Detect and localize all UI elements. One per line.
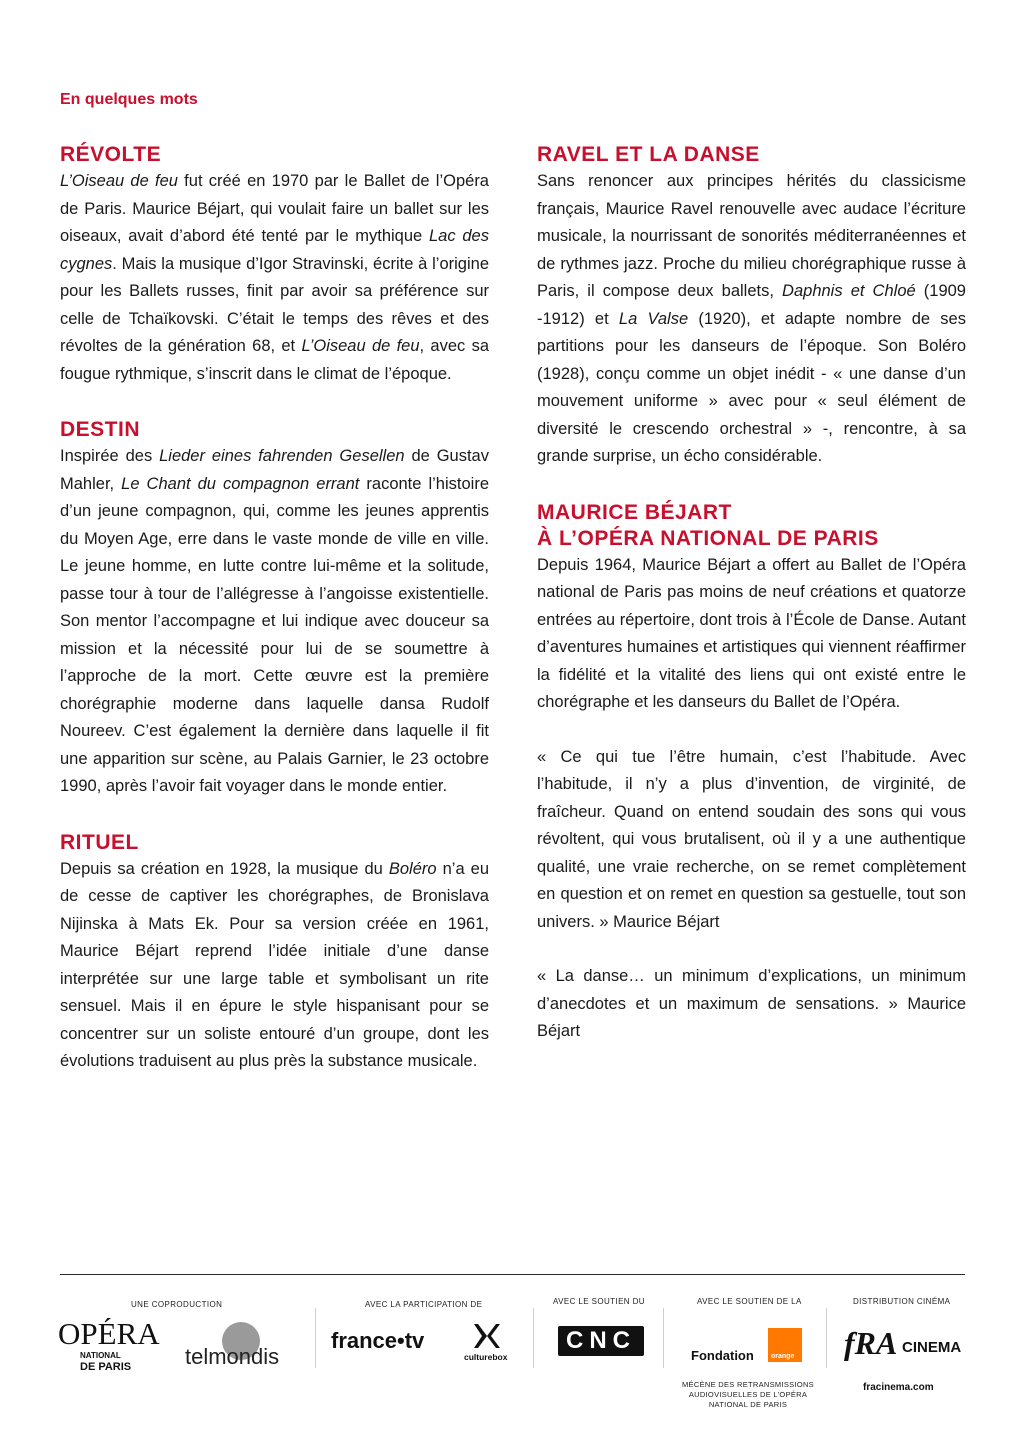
work-title: Le Chant du compagnon errant: [121, 474, 360, 493]
participation-label: AVEC LA PARTICIPATION DE: [365, 1300, 483, 1309]
page-kicker: En quelques mots: [60, 91, 198, 108]
bejart-quote-danse: « La danse… un minimum d’explications, un minimum d’anecdotes et un maximum de sensations. » Maurice Béjart: [537, 967, 966, 1040]
soutien-du-label: AVEC LE SOUTIEN DU: [553, 1297, 645, 1306]
right-column: [537, 142, 966, 1046]
work-title: Lieder eines fahrenden Gesellen: [159, 447, 405, 465]
section-body-bejart: Depuis 1964, Maurice Béjart a offert au Ballet de l’Opéra national de Paris pas moins de neuf créations et quatorze entrées au répertoire, dont trois à l’École de Danse. Autant d’aventures humaines et artistiques qui viennent réaffirmer la fidélité et la vitalité des liens qui ont existé entre le chorégraphe et les danseurs du Ballet de l’Opéra.: [537, 555, 966, 711]
fondation-logo-text: Fondation: [691, 1348, 754, 1363]
footer-separator: [663, 1308, 664, 1368]
opera-logo-line1: OPÉRA: [58, 1318, 160, 1351]
section-body-destin: Inspirée des Lieder eines fahrenden Gesellen de Gustav Mahler, Le Chant du compagnon errant raconte l’histoire d’un jeune compagnon, qui, comme les jeunes apprentis du Moyen Age, erre dans le vaste monde de ville en ville. Le jeune homme, en lutte contre lui-même et la solitude, passe tour à tour de l’allégresse à l’angoisse existentielle. Son mentor l’accompagne et lui indique avec douceur sa mission et la nécessité pour lui de se soumettre à l’approche de la mort. Cette œuvre est la première chorégraphie moderne dans laquelle dansa Rudolf Noureev. C’est également la dernière dans laquelle il fit une apparition sur scène, au Palais Garnier, le 23 octobre 1990, après l’avoir fait voyager dans le monde entier.: [60, 447, 490, 795]
footer-separator: [826, 1308, 827, 1368]
distribution-label: DISTRIBUTION CINÉMA: [853, 1297, 951, 1306]
culturebox-logo-text: culturebox: [464, 1352, 508, 1362]
section-title-revolte: RÉVOLTE: [60, 143, 162, 166]
soutien-de-la-label: AVEC LE SOUTIEN DE LA: [697, 1297, 802, 1306]
work-title: L’Oiseau de feu: [60, 172, 178, 190]
work-title: Daphnis et Chloé: [782, 282, 916, 300]
opera-logo-line2: NATIONAL: [80, 1351, 121, 1360]
work-title: Lac des cygnes: [60, 227, 489, 273]
fra-logo-text: fRA: [844, 1325, 898, 1361]
section-body-ravel: Sans renoncer aux principes hérités du classicisme français, Maurice Ravel renouvelle avec audace l’écriture musicale, la nourrissant de sonorités méditerranéennes et de rythmes jazz. Proche du milieu chorégraphique russe à Paris, il compose deux ballets, Daphnis et Chloé (1909 -1912) et La Valse (1920), et adapte nombre de ses partitions pour les danseurs de l’époque. Son Boléro (1928), conçu comme un objet inédit - « une danse d’un mouvement uniforme » avec pour « seul élément de diversité le crescendo orchestral » -, rencontre, à sa grande surprise, un écho considérable.: [537, 172, 966, 465]
footer-separator: [315, 1308, 316, 1368]
france-tv-logo: france•tv: [331, 1328, 425, 1353]
cnc-logo-text: CNC: [566, 1327, 636, 1354]
section-title-bejart-line1: MAURICE BÉJART: [537, 500, 732, 524]
cnc-logo: [558, 1326, 644, 1356]
opera-logo-line3: DE PARIS: [80, 1361, 132, 1373]
section-body-rituel: Depuis sa création en 1928, la musique du Boléro n’a eu de cesse de captiver les chorégraphes, de Bronislava Nijinska à Mats Ek. Pour sa version créée en 1961, Maurice Béjart reprend l’idée initiale d’une danse interprétée sur une large table et symbolisant un rite sensuel. Mais il en épure le style hispanisant pour se concentrer sur un soliste entouré d’un groupe, dont les évolutions traduisent au plus près la substance musicale.: [60, 859, 489, 1070]
cinema-logo-text: CINEMA: [902, 1339, 962, 1356]
fra-cinema-logo: [844, 1322, 968, 1362]
work-title: Boléro: [388, 859, 437, 878]
bejart-quote-habitude: « Ce qui tue l’être humain, c’est l’habitude. Avec l’habitude, il n’y a plus d’invention, de virginité, de fraîcheur. Quand on entend soudain des sons qui vous révoltent, qui vous brutalisent, où il y a une authentique qualité, une vraie recherche, on se remet complètement en question et on remet en question sa gestuelle, tout son univers. » Maurice Béjart: [537, 747, 966, 931]
orange-logo-text: orange: [771, 1353, 795, 1360]
section-title-rituel: RITUEL: [60, 830, 139, 854]
section-body-revolte: L’Oiseau de feu fut créé en 1970 par le Ballet de l’Opéra de Paris. Maurice Béjart, qui voulait faire un ballet sur les oiseaux, avait d’abord été tenté par le mythique Lac des cygnes. Mais la musique d’Igor Stravinski, écrite à l’origine pour les Ballets russes, finit par avoir sa préférence sur celle de Tchaïkovski. C’était le temps des rêves et des révoltes de la génération 68, et L’Oiseau de feu, avec sa fougue rythmique, s’inscrit dans le climat de l’époque.: [60, 172, 490, 383]
work-title: La Valse: [618, 309, 689, 328]
opera-national-de-paris-logo: [58, 1318, 162, 1374]
footer-divider: [60, 1274, 965, 1275]
orange-logo: [768, 1328, 802, 1362]
coproduction-label: UNE COPRODUCTION: [131, 1300, 223, 1309]
section-title-ravel: RAVEL ET LA DANSE: [537, 143, 760, 166]
telmondis-logo-text: telmondis: [185, 1344, 280, 1368]
culturebox-logo: [463, 1322, 523, 1364]
left-column: [60, 142, 489, 1076]
section-title-destin: DESTIN: [60, 418, 141, 441]
work-title: L’Oiseau de feu: [301, 337, 420, 355]
mecene-note: MÉCÈNE DES RETRANSMISSIONS AUDIOVISUELLES DE L’OPÉRA NATIONAL DE PARIS: [682, 1380, 814, 1409]
section-title-bejart-line2: À L’OPÉRA NATIONAL DE PARIS: [537, 526, 879, 550]
footer-separator: [533, 1308, 534, 1368]
telmondis-logo: [183, 1322, 303, 1368]
fra-cinema-url[interactable]: fracinema.com: [863, 1382, 934, 1393]
